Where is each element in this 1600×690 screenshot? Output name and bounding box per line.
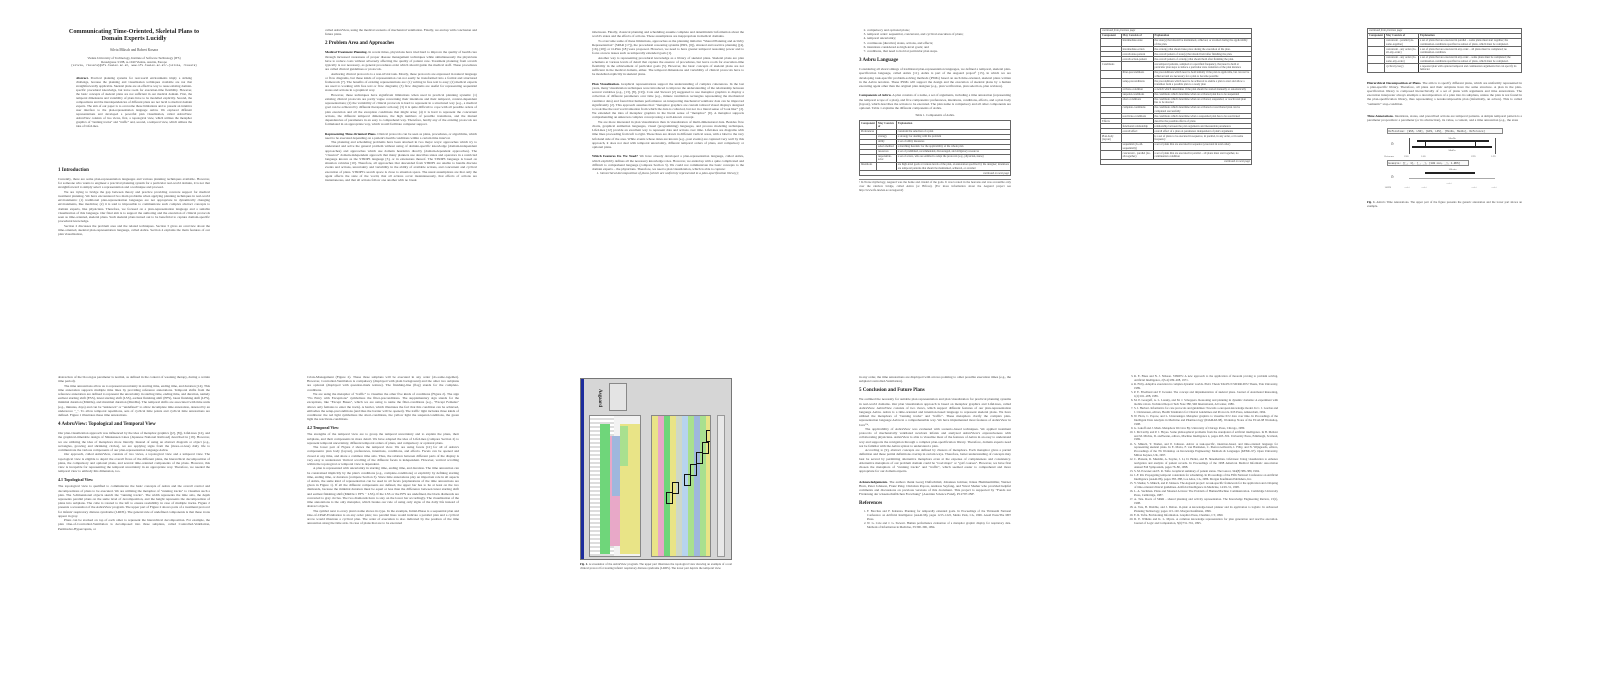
table-cell: Plan-body (layout) xyxy=(1101,134,1122,142)
example-tick-label: undef xyxy=(1446,182,1452,186)
table-cell: activate-condition xyxy=(1121,87,1153,92)
reference-item: 9. G. Lakoff and J. Mark. Metaphors We Live By. University of Chicago Press, Chicago, 1980. xyxy=(1134,427,1278,431)
paragraph: Our approach, called AsbruView, consists of two views, a topological view and a temporal view. The topological view is eligible to depict the overall flows of the different plans, the hierarchical decomposition of plans, the compulsory and optional plans, and several time-oriented components of the plans. However, this view is incapable for representing the temporal uncertainty in an appropriate way. Therefore, we needed the temporal view to embody this dimension, too. xyxy=(58,452,210,474)
table-cell: select-method xyxy=(877,144,897,149)
paragraph: inbetween. Finally, classical planning and scheduling assume complete and deterministic information about the world's states and the effects of actions. These assumptions are inappropriate in medical domains. xyxy=(592,30,744,39)
runin-heading: Plan Visualization. xyxy=(592,81,620,86)
table-cell: a set of utility measures xyxy=(896,139,1010,144)
table-continued-note: continued on next page xyxy=(1101,159,1252,164)
table-cell: a set of prohibited, recommended, discouraged, and obligatory resources xyxy=(896,149,1010,154)
time-axis-scrollbar[interactable] xyxy=(717,415,725,557)
reference-item: 11. S. Miksch, Y. Shahar, and P. Johnson. Asbru: A task-specific, intention-based, and time-oriented language for representing skeletal plans. In E. Motta, F. van Harmelen, C. Pierret-Golbreich, I. Filby, and N. Wijngaards, editors, Proceedings of the 7th Workshop on Knowledge Engineering: Methods & Languages (KEML-97). Open University, Milton Keynes, UK, 1997. xyxy=(1134,443,1278,458)
table-cell xyxy=(1368,39,1385,47)
table-row xyxy=(1101,151,1252,159)
page-8 xyxy=(267,345,534,690)
list-item: 3. temporal order: sequential, concurrent, and cyclical execution of plans; xyxy=(867,32,1011,36)
example-tick-label: undef xyxy=(1404,186,1410,190)
column-header: Component xyxy=(1101,34,1122,39)
reference-item: 12. C. Plaisant, R. Mushlin, A. Snyder, J. Li, D. Heller, and B. Shneiderman. LifeLines: Using visualization to enhance navigation and analysis of patient records. In Proceedings of the 1998 American Medical Informatic Association Annual Fall Symposium, pages 76–80, 1998. xyxy=(1134,458,1278,469)
column-header: Component xyxy=(1369,34,1383,38)
table-cell xyxy=(1101,79,1122,87)
runin-heading: Medical Treatment Planning. xyxy=(325,50,368,55)
maxdu-label: MaxDu xyxy=(1448,137,1456,141)
paragraph-text: Graphical representations support the understanding of complex coherences. In the last years, many visualization techniques were introduced to improve the understanding of the relationship between several variables (e.g., [13], [8], [19]). Cole and Stewart [2] suggested to use metaphor graphics to display a collection of different parameters over time (e.g., minute ventilation rectangles representing the mechanical ventilator data) and found that human performance on interpreting mechanical ventilator data can be improved significantly [2]. This approach assumes that: "metaphor graphics are custom tailored visual displays designed to look like the real world situation from which the data is collected, but not in a literal sense of 'look like'" [2]. We extended the idea of metaphor graphics in the literal sense of "metaphor" [9]. A metaphor supports comprehending an unknown complex concept using a well-known concept. xyxy=(592,81,744,120)
section-heading: 3 Asbru Language xyxy=(859,58,899,64)
table-cell: sequential (do-all-sequentially) xyxy=(1121,142,1153,150)
reference-item: 5. P. E. Friedland and Y. Iwasaki. The concept and implementation of skeletal plans. Journal of Automated Reasoning, 1(2):161–208, 1985. xyxy=(1134,391,1278,399)
reference-item: 17. A. Tate. Roots of SPAR - shared planning and activity representation. The Knowledge Engineering Review, 13(1), 1998. xyxy=(1134,498,1278,506)
reference-item: 2. W. G. Cole and J. G. Stewart. Human performance evaluation of a metaphor graphic display for respiratory data. Methods of Information in Medicine, 33:390–396, 1994. xyxy=(867,522,1011,530)
table-continued-note: continued from previous page xyxy=(1368,29,1522,34)
table-cell: the overall pattern of state(s) that should hold after finishing the plan. xyxy=(1153,52,1251,57)
paragraph xyxy=(325,50,477,71)
column-header: May Consists of xyxy=(1385,34,1419,39)
references-list xyxy=(1126,375,1278,526)
page-11 xyxy=(1068,345,1335,690)
time-annotation-glyph xyxy=(672,482,679,494)
paragraph: The applicability of AsbruView was evaluated with scenario-based techniques. We applied treatment protocols of mechanically ventilated newborn infants and analyzed AsbruView's expressiveness with collaborating physicians. AsbruView is able to visualize most of the features of Asbru in an easy to understand way and supports the navigation through a complex plan-specification library. Therefore, domain experts need not be familiar with the Asbru syntax to understand a plan. xyxy=(859,427,1011,448)
column-header: May Consists of xyxy=(1121,34,1153,39)
table-cell: overall effect of a plan on parameters independent of plan's arguments xyxy=(1153,129,1251,134)
paragraph-text: The authors thank Georg Duftschmid, Johannes Gärtner, Klaus Hammermüller, Werner Horn, Peter Johnson, Franz Paky, Christian Popow, Andreas Seyfang, and Yuval Shahar who provided helpful comments and discussions on previous versions of this document. This project is supported by "Fonds zur Förderung der wissenschaftlichen Forschung" (Austrian Science Fund), P12797-INF. xyxy=(859,479,1011,497)
page-2 xyxy=(267,0,534,345)
subsection-heading: 4.2 Temporal View xyxy=(307,425,339,431)
lfs-tick xyxy=(1495,138,1496,154)
figure-label: Fig. 1. xyxy=(1367,200,1376,205)
footnote: ¹ In Norse mythology, Asgaard was the home and citadel of the gods. It was located in the heavens and was accessible only over the rainbow bridge, called Asbru (or Bifrost). (For more information about the Asgaard project see http://www.ifs.tuwien.ac.at/asgaard/) xyxy=(859,180,1011,193)
paragraph-text: A plan consists of a name, a set of arguments, including a time annotation (representing the temporal scope of a plan), and five components: preferences, intentions, conditions, effects, and a plan body (layout), which describes the actions to be executed. The plan name is compulsory and all other components are optional. Table 1 explains the different components of Asbru. xyxy=(859,93,1011,111)
paragraph: To overcome some of these limitations, approaches as the planning initiative "Shared Planning and Activity Representation" (SPAR [17]), the procedural reasoning systems (PRS, [6]), situated and reactive planning ([4], [16], [20]) or O-Plan [18] were proposed. However, we need to have greater temporal reasoning power and to focus on new issues such as temporally extended goals [1]. xyxy=(592,38,744,56)
topological-view xyxy=(589,415,641,557)
abstract-label: Abstract. xyxy=(76,75,89,80)
table-cell: intermediate-state xyxy=(1121,39,1153,47)
figure-caption-text: A screenshot of the AsbruView program. The upper part illustrates the topological view showing an example of a real clinical protocol for treating infants' respiratory distress syndrome (I-RDS). The lower part depicts the temporal view. xyxy=(580,562,732,570)
table-cell: the preconditions which need to hold initially if the plan is applicable, but can not be achieved and are necessary for a plan to become possible xyxy=(1153,70,1251,78)
page-7 xyxy=(0,345,267,690)
paper-affiliation xyxy=(58,56,210,68)
table-row xyxy=(860,154,1011,162)
page-10 xyxy=(801,345,1068,690)
affiliation-line: Vienna University of Technology, Institute of Software Technology (IFS) xyxy=(87,55,181,60)
table-cell: the action(s) that should take place during the execution of the plan. xyxy=(1153,47,1251,52)
reference-item: 8. W. Horn, C. Popow, and L. Unterasinger. Metaphor graphics to visualize ICU data over time. In Proceedings of the Intelligent Data Analysis in Medicine and Pharmacology (IDAMAP-98), Workshop Notes of the ECAI-98 Workshop, 1998. xyxy=(1134,415,1278,426)
table-cell xyxy=(1101,142,1122,150)
paragraph: The time annotations allow us to represent uncertainty in starting time, ending time, and duration [14]. This time annotation supports multiple time lines by providing reference annotations. Temporal shifts from the reference annotation are defined to represent the uncertainty in starting time, ending time, and duration, namely earliest starting shift (ESS), latest starting shift (LSS), earliest finishing shift (EFS), latest finishing shift (LFS), minimal duration (MinDu), and maximal duration (MaxDu). The temporal shifts are associated with time units (e.g., minutes, days) and can be "unknown" or "undefined" to allow incomplete time annotation, denoted by an underscore "_". To allow temporal repetitions, sets of cyclical time points and cyclical time annotations are defined. Figure 1 illustrates these time annotations. xyxy=(58,383,210,418)
paragraph xyxy=(592,154,744,171)
table-cell: Conditions xyxy=(1101,62,1122,70)
reference-item: 13. S. M. Powsner and E. R. Tufte. Graphical summary of patient status. The Lancet, 344(8):386–389, 1994. xyxy=(1134,470,1278,474)
paragraph: Authoring clinical protocols is a non-trivial task. Mostly, these protocols are expressed in natural language or flow diagrams, but these kinds of representation can not easily be transformed into a formal and structured framework [7]. The benefits of existing representations are: (1) writing in free text is easy; (2) medical experts are used to working with free text or flow diagrams; (3) flow diagrams are useful for representing sequential states and actions in a graphical way. xyxy=(325,71,477,93)
table-cell: cyclical (every) xyxy=(1385,64,1419,72)
section-heading: 5 Conclusion and Future Plans xyxy=(859,388,925,394)
table-cell xyxy=(1368,47,1385,55)
list-item: 7. conditions, that need to hold at particular plan steps. xyxy=(867,49,1011,53)
figure-caption-text: Asbru's Time Annotations. The upper part of the figure presents the generic annotation and the lower part shows an example. xyxy=(1367,200,1522,209)
table-cell: a matching heuristic for the applicability of the whole plan xyxy=(896,144,1010,149)
tick-label-lfs: LFS xyxy=(1491,155,1496,159)
table-cell: the overall pattern of action(s) that should hold after finishing the plan. xyxy=(1153,57,1251,62)
table-cell: functional relationship xyxy=(1121,124,1153,129)
reference-item: 15. Y. Shahar, S. Miksch, and P. Johnson. The Asgaard project: A task-specific framework for the application and critiquing of time-oriented clinical guidelines. Artificial Intelligence in Medicine, 14:29–51, 1998. xyxy=(1134,482,1278,490)
table-cell: complete-conditions xyxy=(1121,106,1153,114)
paragraph: Our plan-visualization approach was influenced by the idea of metaphor graphics ([2], [8]), LifeLines [12], and the graphical-timetable design of Shinkansen Lines (Japanese National Railroad) described in [19]. However, we are utilizing the idea of metaphors more literally. Instead of using an abstract diagram or object (e.g., rectangles, growing and shrinking circles), we are applying signs from the (more-or-less) daily life to communicate the various components of our plan-representation language Asbru. xyxy=(58,431,210,453)
example-reference-label: 1-RDS xyxy=(1384,186,1392,190)
table-cell: suspend-conditions xyxy=(1121,92,1153,97)
table-cell: overall-state-pattern xyxy=(1121,52,1153,57)
table-continued-note: continued on next page xyxy=(860,171,1011,176)
table-cell xyxy=(1101,97,1122,105)
column-header: Component xyxy=(860,121,877,129)
table-cell: constrain the selection of a plan xyxy=(896,129,1010,134)
paragraph: The strengths of the temporal view are to group the temporal uncertainty and to explain the plans, their subplans, and their components in more detail. We have adapted the idea of LifeLines (compare Section 2) to represent temporal uncertainty, different temporal orders of plans, and compulsory or optional plans. xyxy=(307,432,459,445)
runin-heading: Representing Time-Oriented Plans. xyxy=(325,131,377,136)
references-list xyxy=(859,510,1011,529)
table-cell: the conditions which determine when an activated plan has to be suspended xyxy=(1153,92,1251,97)
section-heading: 4 AsbruView: Topological and Temporal View xyxy=(58,422,156,428)
time-annotation-glyph xyxy=(702,442,709,454)
paragraph: Plans can be stacked on top of each other to represent the hierarchical decomposition. For example, the plan One-of-Controlled-Ventilation is decomposed into three subplans, called Controlled-Ventilation, Permissive-Hypercapnia, or xyxy=(58,518,210,531)
track-lightgreen xyxy=(620,426,628,466)
reference-item: 18. A. Tate, B. Drabble, and J. Dalton. O-plan: A knowledge-based planner and its application to logistic. In Advanced Planning Technology, pages 113–120. Morgan Kaufmann, 1996. xyxy=(1134,506,1278,514)
reference-item: 10. J. McCarthy and P. J. Hayes. Some philosophical problems from the standpoint of artificial intelligence. In B. Meltzer and M. Michie, D. andSwann, editors, Machine Intelligence 4, pages 463–502. University Press, Edinburgh, Scotland, 1969. xyxy=(1134,431,1278,442)
column-header: Explanation xyxy=(896,121,1010,129)
figure-caption xyxy=(1367,201,1522,209)
reference-item: 16. L. A. Suchman. Plans and Situated Actions: The Problem of Human/Machine Communication. Cambridge University Press, Cambridge, 1987. xyxy=(1134,490,1278,498)
paragraph xyxy=(859,93,1011,110)
diamond-efs xyxy=(1475,140,1476,148)
table-cell: Preferences xyxy=(860,129,877,134)
reference-item: 1. F. Bacchus and F. Kabanza. Planning for temporally extended goals. In Proceedings of the Thirteenth National Conference on Artificial Intelligence (AAAI-96), pages 1215–1222, Menlo Park, CA, 1996. AAAI Press/The MIT Press. xyxy=(867,510,1011,521)
table-cell xyxy=(860,154,877,162)
mindu-bar xyxy=(1412,146,1492,148)
column-header: May Consists of xyxy=(877,121,897,129)
paper-authors: Silvia Miksch and Robert Kosara xyxy=(110,48,158,53)
table-cell: are temporal patterns, sampled at a specified frequency, that need to hold at particular plan steps to induce a particular state transition of the plan instance xyxy=(1153,62,1251,70)
page-3 xyxy=(534,0,801,345)
paragraph xyxy=(1367,81,1522,106)
control-buttons xyxy=(609,383,627,411)
paragraph: Considering all shortcomings of traditional plan-representation languages, we defined a temporal, skeletal plan-specification language, called Asbru [11]. Asbru is part of the Asgaard project¹ [15], in which we are developing task-specific problem-solving methods (PSMs) based on such time-oriented, skeletal plans written in the Asbru notation. These PSMs will support the design and the execution of skeletal plans by a human executing agent other than the original plan designer (e.g., plan verification, plan selection, plan revision). xyxy=(859,67,1011,89)
figure-caption xyxy=(580,563,732,571)
example-tick-label: undef xyxy=(1471,186,1477,190)
table-cell: the state(s) that should be maintained, achieved, or avoided during the applicability of the plan. xyxy=(1153,39,1251,47)
paragraph: We outlined the necessity for suitable plan representation and plan visualization for practical planning systems in real-world domains. Our plan visualization approach is based on metaphor graphics and LifeLines, called AsbruView. AsbruView consists of two views, which support different features of our plan-representation language Asbru. Asbru is a time-oriented and intention-based language to represent skeletal plans. We have utilized the metaphors of "running tracks" and "traffic". These metaphors clarify the complex plan-representation language Asbru in a comprehensible way. We have implemented most features of AsbruView in Java™. xyxy=(859,397,1011,427)
table-cell: Intentions xyxy=(860,163,877,171)
paragraph: Currently, there are some plan-representation languages and various planning techniques available. However, for someone who wants to engineer a practical planning system for a particular real-world domain, it is not that straightforward to simply select a representation and a technique and proceed. xyxy=(58,177,210,190)
table-row xyxy=(1368,47,1522,55)
table-cell: Effects xyxy=(1101,119,1122,124)
references-heading: References xyxy=(859,501,883,507)
definition-box: Definition: [ESS, LSS], [EFS, LFS], [MinDu, MaxDu], Reference] xyxy=(1387,128,1503,134)
paper-title: Communicating Time-Oriented, Skeletal Plans to Domain Experts Lucidly xyxy=(68,28,200,43)
table-cell: relationship between the plan arguments and measurable parameters xyxy=(1153,124,1251,129)
list-item: 2. compulsory and optional plans; xyxy=(867,28,1011,32)
runin-heading: Components of Asbru. xyxy=(859,93,892,98)
subsection-heading: 4.1 Topological View xyxy=(58,477,94,483)
list-item: 5. continuous (durative) states, actions, and effects; xyxy=(867,41,1011,45)
table-row xyxy=(1101,79,1252,87)
mindu-label: MinDu xyxy=(1448,149,1456,153)
page-5 xyxy=(1068,0,1335,345)
asbruview-screenshot xyxy=(580,378,732,560)
list-item: 6. intentions considered as high-level goals; and xyxy=(867,45,1011,49)
table-row xyxy=(1101,142,1252,150)
diamond-lss xyxy=(1425,140,1426,148)
table-cell: strategy xyxy=(877,134,897,139)
paragraph: Another way is representing procedural knowledge as a library of skeletal plans. Skeletal plans are plan schemata at various levels of detail that capture the essence of procedures, but leave room for execution-time flexibility in the achievement of particular goals [5]. However, the basic concepts of skeletal plans are not sufficient in the medical domain, either. The temporal dimensions and variability of clinical protocols have to be modelled explicitly in skeletal plans. xyxy=(592,55,744,77)
table-cell: the conditions which determine when a suspended plan has to be reactivated xyxy=(1153,114,1251,119)
example-tick-label: undef xyxy=(1421,186,1427,190)
table-cell xyxy=(1121,134,1153,142)
table-row xyxy=(1101,134,1252,142)
list-item: 4. temporal uncertainty; xyxy=(867,36,1011,40)
table-cell: a repeated plan with optional temporal and continuation arguments that can specify its behavior xyxy=(1419,64,1522,72)
window-titlebar xyxy=(581,379,584,559)
abstract xyxy=(76,76,192,128)
paragraph xyxy=(859,480,1011,497)
time-annotation-glyph xyxy=(706,430,711,442)
table-row xyxy=(1101,39,1252,47)
column-header: Explanation xyxy=(1153,34,1251,39)
table-header-row xyxy=(860,121,1011,129)
column-header: Explanation xyxy=(1419,34,1522,39)
table-cell: a set of actors, who are entitled to adapt the protocols (e.g., physician, nurse) xyxy=(896,154,1010,162)
table-cell: the conditions which determine when an activated or reactivated plan can be completed successfully xyxy=(1153,106,1251,114)
table-cell: a set of plans that are executed in any order – some plans must be completed; the continuation-conditions specified as subset of plans, which must be completed. xyxy=(1419,55,1522,63)
table-cell: a strategy for dealing with the problem xyxy=(896,134,1010,139)
page-12-blank xyxy=(1335,345,1600,690)
paragraph xyxy=(1367,114,1522,122)
table-cell xyxy=(1101,39,1122,47)
paragraph: called AsbruView, using the medical scenario of mechanical ventilation. Finally, we end up with conclusion and future plans. xyxy=(325,28,477,37)
table-cell: is a set of plans to be executed in sequence, in parallel, in any order, or in some frequency xyxy=(1153,134,1251,142)
table-cell: overall-action-pattern xyxy=(1121,57,1153,62)
runin-heading: Acknowledgements. xyxy=(859,479,888,484)
table-cell: a set of plans that are executed in parallel – some plans must start together; the continuation-conditions specified as subset of plans, which must be completed. xyxy=(1419,39,1522,47)
components-table-continued xyxy=(1367,28,1522,73)
temporal-view xyxy=(651,415,711,557)
reference-item: 20. D. E. Wilkins and K. L. Myers. A common knowledge representation for plan generation and reactive execution. Journal of Logic and Computation, 5(6):731–761, 1995. xyxy=(1134,518,1278,526)
reference-label: Reference xyxy=(1384,155,1395,159)
tick-label-ess: ESS xyxy=(1404,155,1409,159)
table-cell xyxy=(1368,55,1385,63)
example-axis xyxy=(1409,178,1495,179)
runin-heading: Time Annotations. xyxy=(1367,114,1394,119)
table-cell: concurrent - parallel (do-all-together) xyxy=(1121,151,1153,159)
table-row xyxy=(1368,64,1522,72)
example-tick-label: undef xyxy=(1491,186,1497,190)
page-4 xyxy=(801,0,1068,345)
components-table xyxy=(859,120,1011,176)
table-cell: setup-preconditions xyxy=(1121,79,1153,87)
table-cell: concurrent - any order (do-some-any-order) xyxy=(1385,55,1419,63)
paragraph-text: We have already developed a plan-representation language, called Asbru, which explicitly defines all the necessary knowledge roles. However, we ended up with a quite complicated and difficult to comprehend language (compare Section 3). We could not communicate the basic concepts to the domain experts – the physicians. Therefore, we need a plan visualization, which is able to capture: xyxy=(592,154,744,172)
paragraph: We are more interested in plan visualization than in visualization of multi-dimensional data. Besides flow charts, graphical animation languages, visual (programming) languages, and process modeling techniques, LifeLines [12] provide an excellent way to represent data and actions over time. LifeLines are diagrams with time lines proceeding from left to right. These lines are drawn in different vertical areas, with a label to the very left-hand side of the area. While events whose dates are known (e.g., past events) are captured very well by this approach, it does not deal with temporal uncertainty, different temporal orders of plans, and compulsory or optional plans. xyxy=(592,119,744,150)
section-heading: 1 Introduction xyxy=(58,168,89,173)
time-annotation-glyph xyxy=(690,464,697,476)
reference-item: 7. S. I. Herbert. Informatics for care protocols and guidelines: Towards a european knowledge model. In C. J. Gordon and J. Christensen, editors, Health Telematics for Clinical Guidelines and Protocols. IOS Press, Amsterdam, 1994. xyxy=(1134,407,1278,415)
table-row xyxy=(1101,106,1252,114)
table-cell: utility xyxy=(877,139,897,144)
table-cell: the preconditions which need to be achieved to enable a plan to start and allow a transition from a possible plan to a ready plan xyxy=(1153,79,1251,87)
track-blue xyxy=(612,436,620,496)
paragraph-text: In recent times, physicians have tried hard to improve the quality of health care through increased awareness of proper disease management techniques while simultaneously the physicians have to reduce costs without adversely affecting the quality of patient care. Treatment planning from scratch typically is not necessary, as general procedures exist which should guide the medical staff. These procedures are called clinical guidelines or protocols. xyxy=(325,50,477,72)
paragraph: The lower part of Figure 2 shows the temporal view. We are using facets [12] for all of Asbru's components: plan body (layout), preferences, intentions, conditions, and effects. Facets can be opened and closed at any time, and share a common time axis. Thus, the relation between different parts of the display is very easy to understand. Vertical scrolling of the different facets is independent. However, vertical scrolling within the topological or temporal view is dependent. xyxy=(307,445,459,467)
paragraph: The symbol next to every plan's name shows its type. In the example, Initial-Phase is a sequential plan and One-of-CPAP-Extubation is an any order plan; two parallel lines would indicate a parallel plan and a cyclical arrow would illustrate a cyclical plan. The order of execution is also indicated by the position of the time annotation along the time axis. In case of plans that are to be executed xyxy=(307,508,459,526)
asgaard-logo: Asgaard xyxy=(597,389,602,408)
affiliation-line: {silvia, rkosara}@ifs.tuwien.ac.at, www.ifs.tuwien.ac.at/~{silvia, rkosara} xyxy=(71,63,197,67)
paragraph: We are trying to bridge the gap between theory and practice providing concrete support for medical treatment planning. We have encountered two main problems when applying planning techniques in real-world environments: (1) traditional plan-representation languages are not appropriate in dynamically changing environments, like medicine; (2) it is said to impossible to communicate such complex abstract concepts to domain experts, like physicians. Therefore, we focused on a plan-representation language and a suitable visualization of this language. Our final aim is to support the authoring and the execution of clinical protocols seen as time-oriented, skeletal plans. Such skeletal plans turned out to be beneficial to capture domain-specific procedural knowledge. xyxy=(58,189,210,224)
table-row xyxy=(860,163,1011,171)
abstract-text: Practical planning systems for real-world environments imply a striking challenge, because the planning and visualization techniques available are not that straightforwardly applicable. Skeletal plans are an effective way to reuse existing domain-specific procedural knowledge, but leave room for execution-time flexibility. However, the basic concepts of skeletal plans are not sufficient in our medical domain. First, the temporal dimensions and variability of plans have to be modelled explicitly. Second, the compositions and the interdependencies of different plans are not lucid to medical domain experts. The aim of our paper is to overcome these limitations and to present an intuitive user interface to the plan-representation language Asbru. We explored different representations and developed a powerful plan visualization, called AsbruView. AsbruView consists of two views, first, a topological view, which utilizes the metaphor graphics of "running tracks" and "traffic" and, second, a temporal view, which utilizes the idea of LifeLines. xyxy=(76,75,192,128)
table-cell xyxy=(1101,151,1122,159)
table-row xyxy=(1101,97,1252,105)
table-cell xyxy=(877,163,897,171)
table-caption: Table 1. Components of Asbru. xyxy=(915,113,955,118)
paragraph: Section 2 discusses the problem area and the related techniques. Section 3 gives an overview about the time-oriented, skeletal plan-representation language, called Asbru. Section 4 explains the main features of our plan visualization, xyxy=(58,223,210,237)
section-heading: 2 Problem Area and Approaches xyxy=(325,41,395,47)
table-cell: intermediate-action xyxy=(1121,47,1153,52)
table-cell: are high-level goals at various levels of the plan, an annotation specified by the designer; intentions are temporal patterns that should be maintained, achieved, or avoided xyxy=(897,163,1009,170)
runin-heading: Which Features Do We Need? xyxy=(592,154,638,159)
reference-item: 6. M. P. Georgeff, A. L. Lansky, and M. J. Schoppers. Reasoning and planning in dynamic domains: A experiment with mobile robots. Technical Report Tech Note 380, SRI International, AI Center, 1986. xyxy=(1134,399,1278,407)
table-footer-row xyxy=(860,171,1011,176)
tick-label-efs: EFS xyxy=(1471,155,1476,159)
paragraph: A plan is represented with uncertainty in starting time, ending time, and duration. The time annotation can be constrained implicitly by the plan's conditions (e.g., complete-conditions) or explicitly by defining starting time, ending time, or duration (compare Section 3). Since time annotations play an important role in all aspects of Asbru, the same kind of representation can be used in all facets (explanations of the time annotations are given in Figure 1). If all the different components are defined, the upper bar has to lie at least on the two diamonds, because the minimal duration must be equal or less than the difference between latest starting shift and earliest finishing shift (MinDu ≤ EFS − LSS). If the LSS or the EFS are undefined, the black diamonds are converted to gray circles. The two diamonds have to stay on the lower bar accordingly. The visualization of the time annotations is the only metaphor, which breaks our rule of using only signs of the daily life instead of abstract objects. xyxy=(307,466,459,509)
components-table-continued xyxy=(1100,28,1252,165)
table-cell xyxy=(1101,106,1122,114)
table-cell: abort-conditions xyxy=(1121,97,1153,105)
table-cell: the conditions which determine when an activated, suspended, or reactivated plan has to be aborted xyxy=(1153,97,1251,105)
tick-label-lss: LSS xyxy=(1421,155,1426,159)
paragraph: abstraction of the blood-gas parameter is normal, as defined in the context of weaning therapy, during a certain time period). xyxy=(58,375,210,384)
table-cell: reactivate-conditions xyxy=(1121,114,1153,119)
reference-item: 19. E. R. Tufte. Envisioning Information. Graphics Press, Cheshire, CT, 1990. xyxy=(1134,514,1278,518)
table-row xyxy=(1368,55,1522,63)
paragraph-text: Intentions, states, and prescribed actions are temporal patterns. A simple temporal pattern is a parameter proposition: a parameter (or its abstraction), its value, a context, and a time annotation (e.g., the state xyxy=(1367,114,1522,123)
ess-tick xyxy=(1409,138,1410,154)
paragraph: The topological view is qualified to communicate the basic concepts of Asbru and the overall control and decompositions of plans to be executed. We are utilizing the metaphor of "running tracks" to visualize such a plan. The 3-dimensional objects sketch the "running tracks". The width represents the time axis, the depth represents parallel plans on the same level of decomposition, and the height represents the decomposition of plans into subplans. The cube is rotated to the left to ensure readability in case of multiple tracks. Figure 2 presents a screenshot of the AsbruView program. The upper part of Figure 2 shows parts of a treatment protocol for infants' respiratory distress syndrome (I-RDS). The general rule of undefined components is that these icons appear in gray. xyxy=(58,484,210,518)
table-cell: responsible-actor xyxy=(877,154,897,162)
table-cell: filter-preconditions xyxy=(1121,70,1153,78)
table-footer-row xyxy=(1101,159,1252,164)
table-row xyxy=(1101,70,1252,78)
table-cell: concurrent - parallel (do-some-together) xyxy=(1385,39,1419,47)
paragraph-text: The aim is to specify different plans, which are uniformly represented in a plan-specific library. Therefore, all plans and their subplans have the same structure. A plan in the plan-specification library is composed hierarchically of a set of plans with arguments and time annotations. The execution interpreter always attempts a decomposition of a plan into its subplans, unless the plan is not found in the plan-specification library, thus representing a nondecomposable plan (informally, an action). This is called "semantic" stop-condition. xyxy=(1367,80,1523,106)
table-cell: resources xyxy=(877,149,897,154)
paragraph: The planning and scheduling problems have been attacked in two major ways: approaches which try to understand and solve the general problem without using of domain-specific knowledge (domain-independent approaches) and approaches which use domain heuristics directly (domain-dependent approaches). The "classical" domain-independent approach that many planners use describes states and operators in a restricted language known as the STRIPS language [3], or in extensions thereof. The STRIPS language is based on situation calculus [10]. Therefore, all approaches that descended from STRIPS are unable to handle discrete events and actions, uncertainty and variability in the ability of available actions, and concurrent and cyclical execution of plans. STRIPS's search space is close to situation space. The usual assumptions are that only the agent affects the state of the world, that all actions occur instantaneously, that effects of actions are instantaneous, and that all actions follow one another with no break xyxy=(325,140,477,183)
table-cell: a set of plans that are executed in any order – all plans must be completed; no continuation-condition. xyxy=(1419,47,1522,55)
table-cell: a set of plans that are executed in parallel – all plans must start together, no continuation condition xyxy=(1153,151,1251,159)
clock-icon: ⊙ xyxy=(1390,174,1394,180)
affiliation-line: Resselgasse 3/188, A-1040 Vienna, Austria, Europe xyxy=(101,59,167,64)
list-item: 1. hierarchical decomposition of plans (which are uniformly represented in a plan-specification library); xyxy=(600,171,744,175)
figure-label: Fig. 2. xyxy=(580,562,589,566)
table-row xyxy=(1101,62,1252,70)
track-green xyxy=(600,424,610,554)
paragraph-text: Clinical protocols can be seen as plans, procedures, or algorithms, which need to be executed depending on a patient's health conditions within a certain time interval. xyxy=(325,131,477,140)
page-1 xyxy=(0,0,267,345)
page-9 xyxy=(534,345,801,690)
paragraph: However, these techniques have significant limitations when used in practical planning systems: (1) existing clinical protocols are partly vague concerning their intentions and their temporal, context-dependent representations; (2) the variability of clinical protocols is hard to represent in a structured way (e.g., a medical goal can be achieved by different therapeutic actions); (3) it is quite difficult to cope with all possible orders of plan execution and all the exception conditions that might arise; (4) it is hard to represent the concurrent actions, the different temporal dimensions, the high numbers of possible transitions, and the mutual dependencies of parameters in an easy to comprehend way. Therefore, hardly any of the existing protocols are formulated in an appropriate way, which would facilitate computer support. xyxy=(325,92,477,127)
table-cell: overall effect xyxy=(1121,129,1153,134)
paragraph xyxy=(325,132,477,140)
reference-item: 4. R. Firby. Adaptive execution in complex dynamic worlds. Ph.D. Thesis YALEU/CSD/RR #672 Thesis, Yale University, 1989. xyxy=(1134,383,1278,391)
table-cell xyxy=(1101,70,1122,78)
table-cell xyxy=(1368,64,1385,72)
example-bar xyxy=(1425,172,1475,174)
clock-icon: ⊙ xyxy=(1390,141,1394,147)
table-cell: a set of plans that are executed in sequence (executed in total order) xyxy=(1153,142,1251,150)
paragraph: Crisis-Management (Figure 2). These three subplans will be executed in any order (do-some-together). However, Controlled-Ventilation is compulsory (displayed with plain background) and the other two subplans are optional (displayed with question-mark texture). The finishing-line (flag) stands for the complete-conditions. xyxy=(307,375,459,392)
feature-list xyxy=(859,28,1011,53)
table-cell: describe the possible effects of plans xyxy=(1153,119,1251,124)
paragraph xyxy=(592,82,744,120)
reference-item: 14. J.-F. Rit. Propagating temporal constraints for scheduling. In Proceedings of the Fifth National Conference on Artificial Intelligence (AAAI-86), pages 383–388, Los Altos, CA, 1986. Morgan Kaufmann Publishers, Inc. xyxy=(1134,474,1278,482)
table-row xyxy=(1368,39,1522,47)
feature-list xyxy=(592,171,744,175)
reference-item: 3. R. E. Fikes and N. J. Nilsson. STRIPS: A new approach to the application of theorem proving to problem solving. Artificial Intelligence, 2(3-4):189–208, 1971. xyxy=(1134,375,1278,383)
table-continued-note: continued from previous page xyxy=(1101,29,1252,34)
maxdu-bar xyxy=(1417,140,1489,142)
example-duration-label: 100 min xyxy=(1448,168,1457,172)
table-cell: a switch which determines if the plan should be started manually or automatically xyxy=(1153,87,1251,92)
runin-heading: Hierarchical Decomposition of Plans. xyxy=(1367,80,1422,85)
time-annotation-figure xyxy=(1385,128,1505,198)
paragraph: According to [9], abstract concepts are defined by clusters of metaphors. Each metaphor gives a partial definition and these partial definitions overlap in certain ways. Therefore, better understanding of concepts may best be served by permitting alternative metaphors even at the expense of completeness and consistency. Alternative metaphors of our problem domain could be "road maps" or "golf courses". However, we have first chosen the metaphors of "running tracks" and "traffic", which seemed easier to comprehend and more appropriate for our domain experts. xyxy=(859,448,1011,474)
example-box: Example: [[_, 1], [_, _], [100 min, _], 1-RDS] xyxy=(1387,160,1469,166)
table-cell xyxy=(1121,62,1153,70)
paragraph: We are using the metaphor of "traffic" to visualize the other five kinds of conditions (Figure 2). The sign "No Entry with Exceptions" symbolizes the filter-preconditions. The supplementary sign stands for the exceptions, like "Except Buses", which we are using to name the filter-conditions (e.g., "Except Females" allows only females to enter the track). A barrier, which illustrates the fact that this condition can be achieved, embodies the setup-preconditions (and thus the barrier will be opened). The traffic light includes three kinds of conditions: the red light symbolizes the abort-conditions, the yellow light the suspend-conditions, the green light the reactivate-conditions. xyxy=(307,392,459,422)
table-cell: concurrent - any order (do-all-any-order) xyxy=(1385,47,1419,55)
paragraph: in any order, the time annotations are displayed with arrows pointing to other possible execution times (e.g., the subplan Controlled-Ventilation). xyxy=(859,375,1011,384)
page-6 xyxy=(1335,0,1600,345)
